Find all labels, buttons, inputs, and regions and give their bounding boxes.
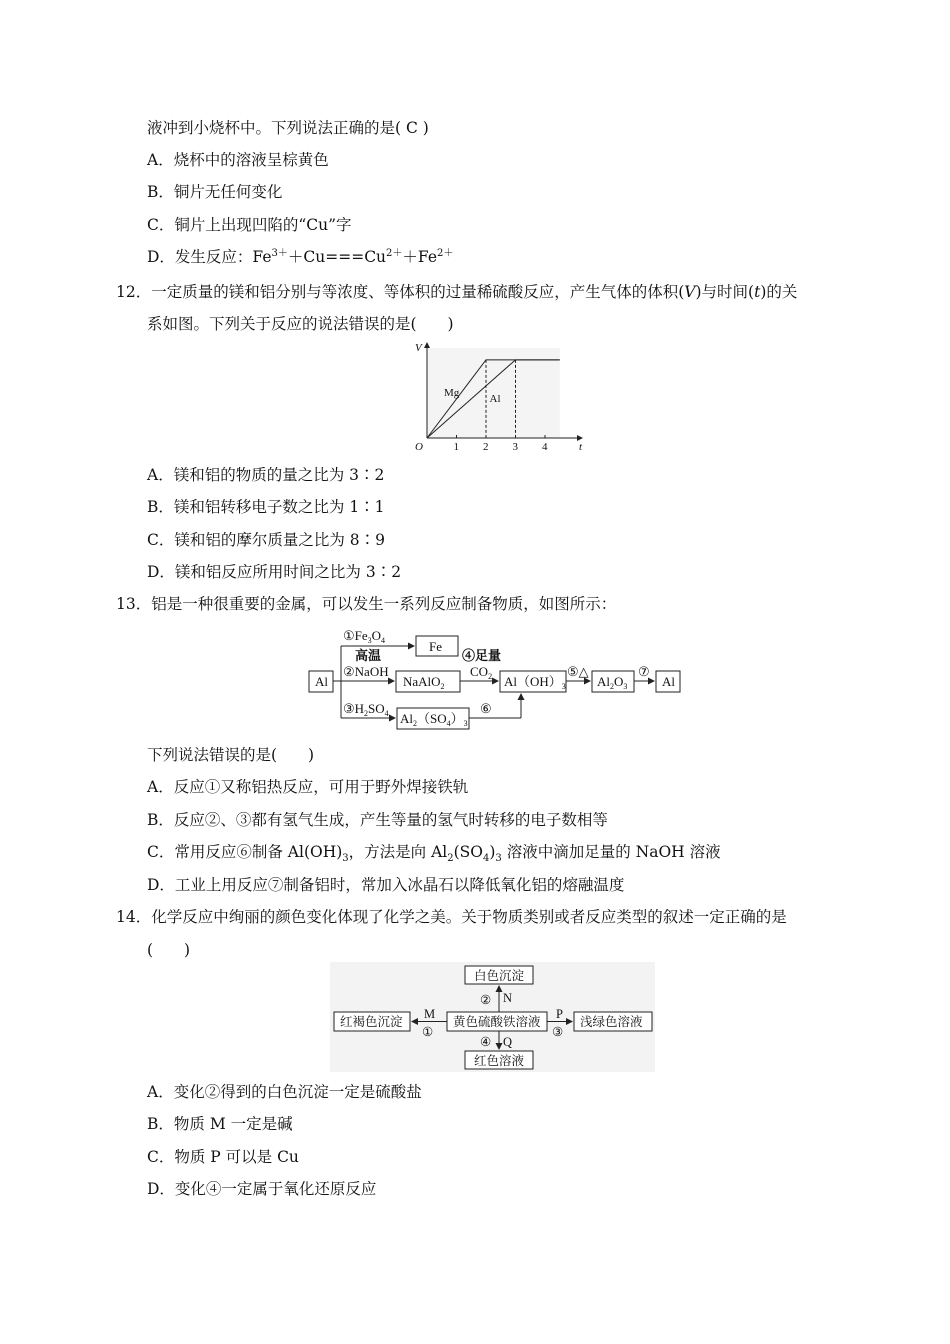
al2o3-label: $Al_2O_3$: [597, 674, 628, 691]
y-axis-label: V: [415, 342, 422, 354]
r1-label: $①Fe_3O_4$: [343, 628, 386, 645]
r6-label: ⑥: [480, 701, 492, 716]
q14-diagram: [330, 962, 655, 1072]
q11-option-b: B．铜片无任何变化: [147, 183, 283, 201]
r7-label: ⑦: [638, 664, 650, 679]
q13-option-a: A．反应①又称铝热反应，可用于野外焊接铁轨: [147, 778, 469, 796]
q-step: ④: [480, 1035, 492, 1049]
top-label: 白色沉淀: [474, 969, 525, 983]
series-label-al: Al: [489, 393, 501, 406]
series-label-mg: Mg: [444, 386, 460, 399]
q12-stem-line1: 12．一定质量的镁和铝分别与等浓度、等体积的过量稀硫酸反应，产生气体的体积(V)与时间(t)的关: [116, 283, 798, 301]
q13-ask: 下列说法错误的是( ): [147, 746, 315, 764]
q12-stem-line2: 系如图。下列关于反应的说法错误的是( ): [147, 315, 454, 333]
n-reagent: N: [503, 991, 513, 1005]
x-tick-label: 2: [483, 441, 489, 453]
x-tick-label: 4: [542, 441, 548, 453]
q14-option-d: D．变化④一定属于氧化还原反应: [147, 1180, 377, 1198]
m-reagent: M: [424, 1007, 436, 1021]
fe-label: Fe: [429, 639, 442, 654]
y-axis-arrow: [424, 342, 430, 348]
q12-option-a: A．镁和铝的物质的量之比为 3∶2: [147, 466, 385, 484]
p-step: ③: [552, 1025, 564, 1039]
q14-option-b: B．物质 M 一定是碱: [147, 1115, 293, 1133]
co2-label: $CO_2$: [470, 664, 493, 681]
aloh3-label: $Al(OH)_3$: [504, 674, 566, 691]
al2so4-label: $Al_2(SO_4)_3$: [400, 711, 468, 728]
x-tick-label: 1: [453, 441, 459, 453]
q11-option-d: D．发生反应：$Fe^{3+}+Cu===Cu^{2+}+Fe^{2+}$: [147, 247, 454, 266]
left-label: 红褐色沉淀: [340, 1015, 403, 1029]
m-step: ①: [422, 1025, 434, 1039]
x-axis-label: t: [579, 441, 583, 453]
q13-stem: 13．铝是一种很重要的金属，可以发生一系列反应制备物质，如图所示：: [116, 595, 617, 613]
q12-option-c: C．镁和铝的摩尔质量之比为 8∶9: [147, 531, 386, 549]
al-end-label: Al: [662, 674, 675, 689]
q14-stem-line1: 14．化学反应中绚丽的颜色变化体现了化学之美。关于物质类别或者反应类型的叙述一定正确的是: [116, 908, 787, 926]
q12-option-d: D．镁和铝反应所用时间之比为 3∶2: [147, 563, 402, 581]
p-reagent: P: [556, 1007, 563, 1021]
naalo2-label: NaAlO$_2$: [403, 674, 445, 691]
q13-option-c: C．常用反应⑥制备 $Al(OH)_3$，方法是向 $Al_2(SO_4)_3$ 溶液中滴加足量的 NaOH 溶液: [147, 843, 721, 865]
q11-option-a: A．烧杯中的溶液呈棕黄色: [147, 151, 329, 169]
right-label: 浅绿色溶液: [580, 1015, 643, 1029]
r1-condition: 高温: [355, 648, 382, 663]
r4-label: ④足量: [462, 648, 502, 663]
q11-stem-tail: 液冲到小烧杯中。下列说法正确的是( C ): [147, 119, 429, 137]
q13-option-b: B．反应②、③都有氢气生成，产生等量的氢气时转移的电子数相等: [147, 811, 608, 829]
q14-stem-line2: ( ): [147, 941, 191, 959]
q13-diagram: [305, 622, 685, 732]
bottom-label: 红色溶液: [474, 1054, 525, 1068]
x-tick-label: 3: [512, 441, 518, 453]
center-label: 黄色硫酸铁溶液: [453, 1015, 541, 1029]
r2-label: ②NaOH: [343, 664, 389, 679]
origin-label: O: [415, 441, 423, 453]
q14-option-a: A．变化②得到的白色沉淀一定是硫酸盐: [147, 1083, 422, 1101]
q14-option-c: C．物质 P 可以是 Cu: [147, 1148, 299, 1166]
r3-label: $③H_2SO_4$: [343, 701, 389, 718]
n-step: ②: [480, 993, 492, 1007]
q12-chart: [405, 340, 585, 455]
q12-option-b: B．镁和铝转移电子数之比为 1∶1: [147, 498, 385, 516]
q13-option-d: D．工业上用反应⑦制备铝时，常加入冰晶石以降低氧化铝的熔融温度: [147, 876, 625, 894]
q-reagent: Q: [503, 1035, 513, 1049]
al-start-label: Al: [315, 674, 328, 689]
q11-option-c: C．铜片上出现凹陷的“Cu”字: [147, 216, 352, 234]
r5-label: ⑤△: [567, 664, 589, 679]
